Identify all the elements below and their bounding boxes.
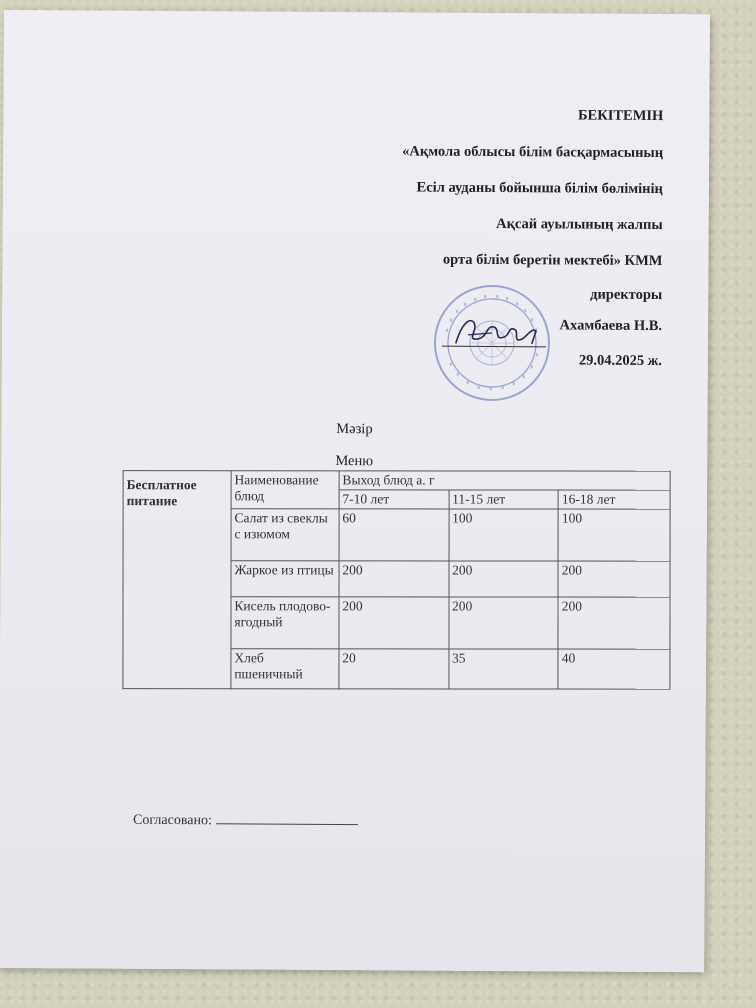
- yield-value: 200: [449, 597, 559, 649]
- yield-header: Выход блюд а. г: [339, 471, 670, 490]
- yield-value: 200: [339, 561, 449, 597]
- header-line-4: орта білім беретін мектебі» КММ: [442, 251, 663, 270]
- menu-table: [122, 470, 670, 689]
- document-page: [0, 10, 710, 972]
- age-header: 7-10 лет: [339, 490, 449, 509]
- yield-value: 100: [449, 509, 559, 561]
- yield-value: 200: [449, 561, 559, 597]
- yield-value: 100: [558, 509, 670, 561]
- dish-name: Хлеб пшеничный: [231, 649, 339, 689]
- dish-name: Салат из свеклы с изюмом: [231, 509, 339, 561]
- dish-name: Кисель плодово-ягодный: [231, 597, 339, 649]
- free-meals-cell: Бесплатное питание: [123, 471, 231, 689]
- approval-heading: БЕКІТЕМІН: [577, 107, 664, 125]
- director-name: Ахамбаева Н.В.: [559, 317, 663, 335]
- yield-value: 200: [558, 597, 670, 649]
- yield-value: 20: [339, 649, 449, 689]
- header-line-2: Есіл ауданы бойынша білім бөлімінің: [416, 179, 663, 198]
- yield-value: 200: [558, 561, 670, 597]
- agreed-signature-line: [216, 813, 358, 825]
- header-line-1: «Ақмола облысы білім басқармасының: [402, 143, 664, 162]
- header-line-3: Ақсай ауылының жалпы: [496, 216, 663, 234]
- age-header: 16-18 лет: [558, 490, 670, 509]
- agreed-block: [133, 813, 358, 830]
- director-position: директоры: [590, 286, 663, 304]
- title-kazakh: Мәзір: [336, 421, 373, 438]
- dish-name: Жаркое из птицы: [231, 561, 339, 597]
- title-russian: Меню: [335, 453, 374, 470]
- agreed-label: Согласовано:: [133, 812, 212, 829]
- approval-date: 29.04.2025 ж.: [578, 352, 662, 370]
- dish-name-header: Наименование блюд: [231, 471, 339, 509]
- yield-value: 35: [448, 649, 558, 689]
- yield-value: 200: [339, 597, 449, 649]
- age-header: 11-15 лет: [449, 490, 559, 509]
- table-header-row: [123, 471, 670, 490]
- yield-value: 60: [339, 509, 449, 561]
- yield-value: 40: [558, 649, 670, 689]
